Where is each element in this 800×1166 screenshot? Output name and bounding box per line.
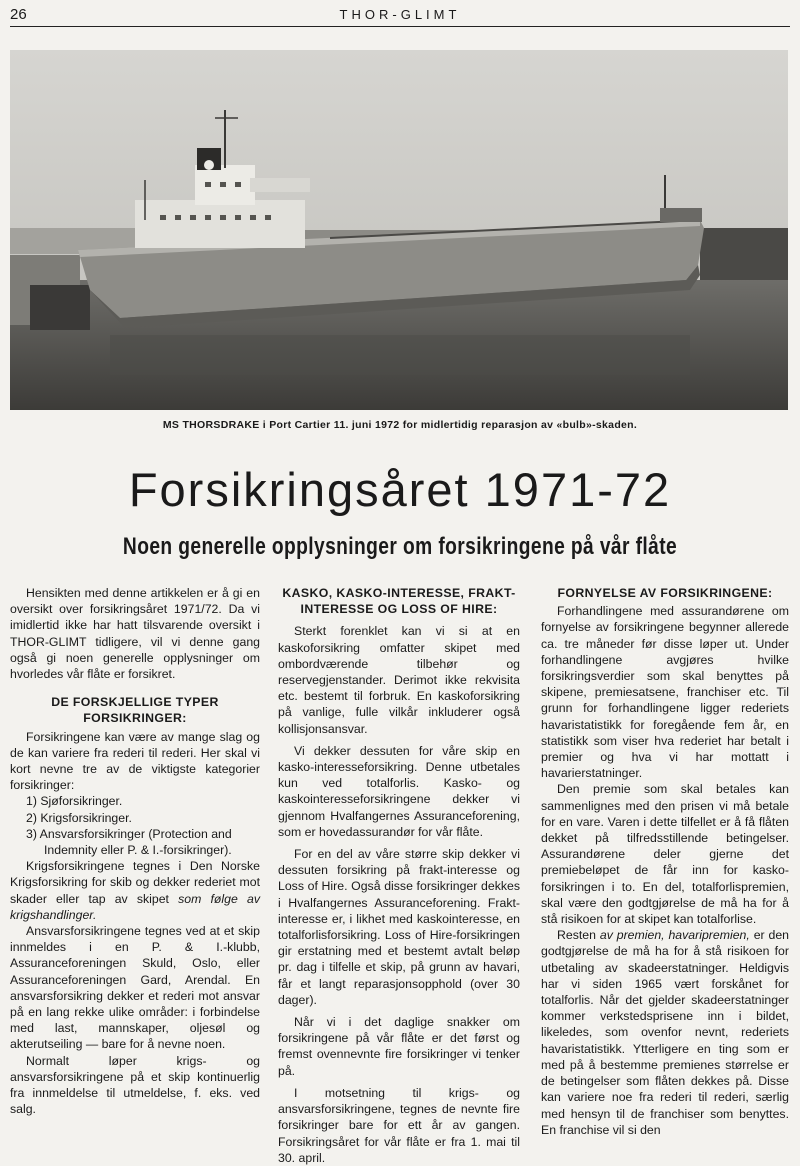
list-item-continuation: Indemnity eller P. & I.-forsikringer). <box>44 843 232 858</box>
body-paragraph: Forhandlingene med assurandørene om fornyelse av forsikringene begynner allerede ca. tre måneder før disse løper ut. Under forhandlingene avgjøres hvilke forsikringsverdier som skal benyttes på skipene, premiesatsene, franchiser etc. Til grunn for forhandlingene ligger rederiets havaristatistikk for foregående fem år, en statistikk som viser hva rederiet har betalt i premier og hva vi har mottatt i havarierstatninger. <box>541 604 789 781</box>
emphasis-text: som følge av krigshandlinger. <box>10 891 260 922</box>
page-header <box>10 6 790 27</box>
body-text: Krigsforsikringene tegnes i Den Norske Krigsforsikring for skib og dekker rederiet mot skader eller tap av skipet <box>10 859 260 906</box>
article-column-2 <box>278 585 520 1166</box>
body-paragraph: Forsikringene kan være av mange slag og de kan variere fra rederi til rederi. Her skal vi kort nevne tre av de viktigste kategorier forsikringer: <box>10 729 260 793</box>
page-number: 26 <box>10 6 27 23</box>
intro-paragraph: Hensikten med denne artikkelen er å gi en oversikt over forsikringsåret 1971/72. Da vi imidlertid ikke har hatt tilsvarende oversikt i THOR-GLIMT tidligere, vil vi denne gang også gi noen generelle opplysninger om hvorledes vår flåte er forsikret. <box>10 586 260 682</box>
emphasis-text: av premien, havaripremien, <box>599 928 750 943</box>
article-title: Forsikringsåret 1971-72 <box>128 463 672 516</box>
list-item: 2) Krigsforsikringer. <box>26 810 132 825</box>
section-heading: DE FORSKJELLIGE TYPER FORSIKRINGER: <box>51 695 219 726</box>
list-item: 1) Sjøforsikringer. <box>26 794 123 809</box>
article-column-1 <box>10 585 260 1118</box>
list-item: 3) Ansvarsforsikringer (Protection and <box>26 826 232 841</box>
body-paragraph: Normalt løper krigs- og ansvarsforsikringene på et skip kontinuerlig fra innmeldelse til utmeldelse, f. eks. ved salg. <box>10 1053 260 1117</box>
article-column-3 <box>541 585 789 1138</box>
body-text: er den godtgjørelse de må ha for å stå risikoen for utbetaling av skadeerstatninger. Heldigvis har vi siden 1965 vært forskånet for totalforlis. Når det gjelder skadeerstatninger kommer verkstedsprisene inn i bildet, likeledes, som ovenfor nevnt, rederiets havaristatistikk. Ytterligere en ting som er med på å bestemme premienes størrelse er de betingelser som flåten dekkes på. Disse kan variere noe fra rederi til rederi, særlig med hensyn til de franchiser som benyttes. En franchise vil si den <box>541 928 790 1137</box>
section-heading: KASKO, KASKO-INTERESSE, FRAKT-INTERESSE OG LOSS OF HIRE: <box>282 586 516 617</box>
body-paragraph: I motsetning til krigs- og ansvarsforsikringene, tegnes de nevnte fire forsikringer bare for ett år av gangen. Forsikringsåret for vår flåte er fra 1. mai til 30. april. <box>278 1085 520 1165</box>
body-paragraph: Ansvarsforsikringene tegnes ved at et skip innmeldes i en P. & I.-klubb, Assuranceforeningen Skuld, Oslo, eller Assuranceforeningen Gard, Arendal. En ansvarsforsikring dekker et rederi mot ansvar på en lang rekke ulike områder: i forbindelse med last, mannskaper, oljesøl og akterutseiling — bare for å nevne noen. <box>10 924 260 1052</box>
body-text: Resten <box>557 928 596 943</box>
section-heading: FORNYELSE AV FORSIKRINGENE: <box>557 586 773 600</box>
body-paragraph: Når vi i det daglige snakker om forsikringene på vår flåte er det først og fremst ovennevnte fire forsikringer vi tenker på. <box>278 1015 520 1078</box>
body-paragraph: Sterkt forenklet kan vi si at en kaskoforsikring omfatter skipet med ombordværende tilbehør og reservegjenstander. Derimot ikke rekvisita etc. bestemt til forbruk. En kaskoforsikring på vanlige, fulle vilkår inkluderer også kollisjonsansvar. <box>278 624 520 736</box>
body-paragraph: For en del av våre større skip dekker vi dessuten forsikring på frakt-interesse og Loss of Hire. Også disse forsikringer dekkes i Hvalfangernes Assuranceforening. Frakt-interesse er, i likhet med kaskointeresse, en totalforlisforsikring. Loss of Hire-forsikringen gir erstatning med et bestemt avtalt beløp pr. dag i tilfelle et skip, på grunn av havari, får et langt reparasjonsopphold (over 30 dager). <box>278 847 520 1007</box>
article-subtitle: Noen generelle opplysninger om forsikringene på vår flåte <box>122 533 678 560</box>
body-paragraph <box>10 858 260 923</box>
photo-caption: MS THORSDRAKE i Port Cartier 11. juni 1972 for midlertidig reparasjon av «bulb»-skaden. <box>162 419 638 431</box>
body-paragraph <box>541 927 789 1138</box>
body-paragraph: Den premie som skal betales kan sammenlignes med den prisen vi må betale for en vare. Varen i dette tilfellet er å få flåten dekket på tilfredsstillende betingelser. Assurandørene deler gjerne det premiebeløpet de får inn for kasko-forsikringen i to. En del, totalforlispremien, skal være den godtgjørelse de må ha for å stå risikoen for at skipet kan totalforlise. <box>541 782 789 927</box>
publication-title: THOR-GLIMT <box>339 7 461 22</box>
body-paragraph: Vi dekker dessuten for våre skip en kasko-interesseforsikring. Denne utbetales kun ved totalforlis. Kasko- og kaskointeresseforsikringene dekker vi gjennom Hvalfangernes Assuranceforening, som er hovedassurandør for vår flåte. <box>278 743 520 839</box>
ship-photo <box>10 50 788 410</box>
